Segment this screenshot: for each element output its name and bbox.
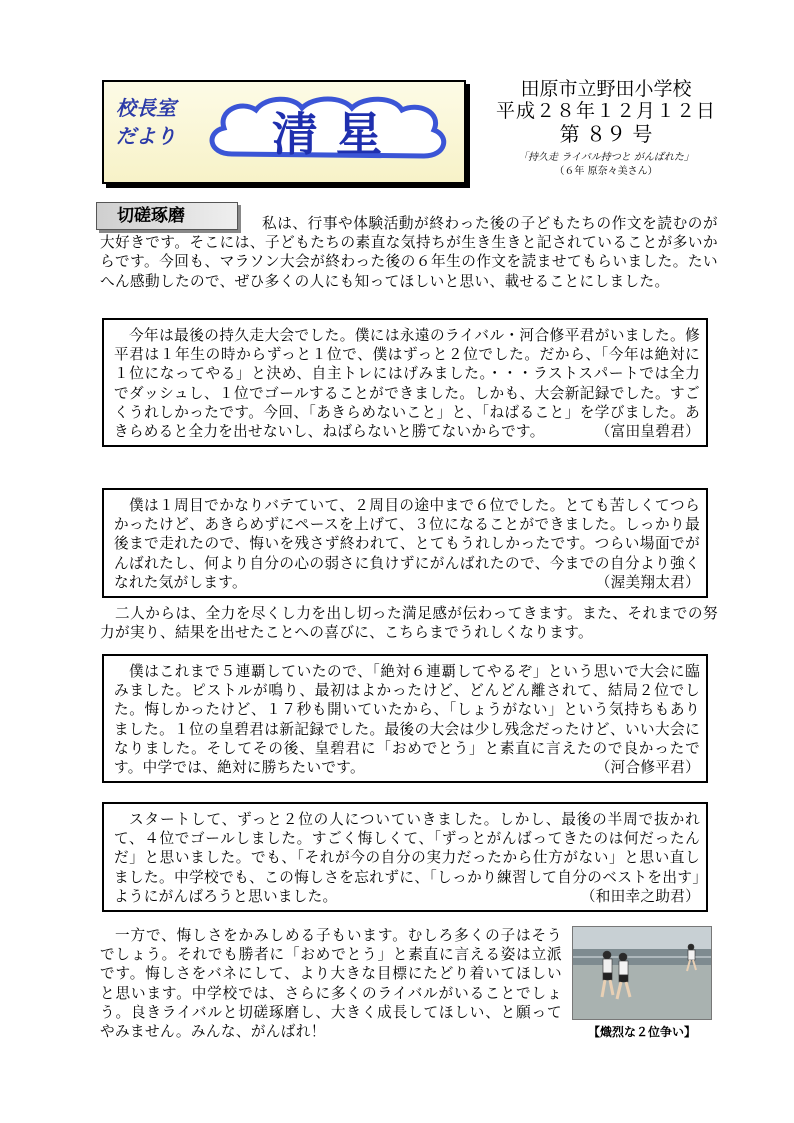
school-name: 田原市立野田小学校	[520, 78, 692, 100]
school-info	[486, 78, 726, 179]
masthead-banner	[102, 80, 466, 184]
intro-paragraph: 私は、行事や体験活動が終わった後の子どもたちの作文を読むのが大好きです。そこには、子どもたちの素直な気持ちが生き生きと記されていることが多いからです。今回も、マラソン大会が終わった後の６年生の作文を読ませてもらいました。たいへん感動したので、ぜひ多くの人にも知ってほしいと思い、載せることにしました。	[100, 215, 718, 290]
masthead-tag-line1: 校長室	[116, 96, 176, 120]
section-heading: 切磋琢磨	[96, 202, 238, 230]
essay-box	[102, 318, 708, 447]
essay-text: 僕はこれまで５連覇していたので、「絶対６連覇してやるぞ」という思いで大会に臨みました。ピストルが鳴り、最初はよかったけど、どんどん離されて、結局２位でした。悔しかったけど、１７秒も開いていたから、「しょうがない」という気持ちもありました。１位の皇碧君は新記録でした。最後の大会は少し残念だったけど、いい大会になりました。そしてその後、皇碧君に「おめでとう」と素直に言えたので良かったです。中学では、絶対に勝ちたいです。	[114, 663, 700, 777]
essay-box	[102, 488, 708, 598]
essay-box	[102, 802, 708, 912]
essay-text: 僕は１周目でかなりバテていて、２周目の途中まで６位でした。とても苦しくてつらかったけど、あきらめずにペースを上げて、３位になることができました。しっかり最後まで走れたので、悔いを残さず終われて、とてもうれしかったです。つらい場面でがんばれたし、何より自分の心の弱さに負けずにがんばれたので、今までの自分より強くなれた気がします。	[114, 497, 700, 591]
issue-date: 平成２８年１２月１２日	[495, 100, 716, 122]
race-photo	[572, 926, 712, 1020]
essay-box	[102, 654, 708, 783]
essay-text: 今年は最後の持久走大会でした。僕には永遠のライバル・河合修平君がいました。修平君は１年生の時からずっと１位で、僕はずっと２位でした。だから、「今年は絶対に１位になってやる」と決め、自主トレにはげみました。・・・ラストスパートでは全力でダッシュし、１位でゴールすることができました。しかも、大会新記録でした。すごくうれしかったです。今回、「あきらめないこと」と、「ねばること」を学びました。あきらめると全力を出せないし、ねばらないと勝てないからです。	[114, 327, 700, 441]
bridge-paragraph: 二人からは、全力を尽くし力を出し切った満足感が伝わってきます。また、それまでの努力が実り、結果を出せたことへの喜びに、こちらまでうれしくなります。	[100, 605, 718, 642]
essay-author: （河合修平君）	[595, 759, 700, 777]
closing-paragraph: 一方で、悔しさをかみしめる子もいます。むしろ多くの子はそうでしょう。それでも勝者に「おめでとう」と素直に言える姿は立派です。悔しさをバネにして、より大きな目標にたどり着いてほしいと思います。中学校では、さらに多くのライバルがいることでしょう。良きライバルと切磋琢磨し、大きく成長してほしい、と願ってやみません。みんな、がんばれ！	[100, 927, 562, 1041]
photo-caption: 【熾烈な２位争い】	[587, 1025, 696, 1039]
essay-author: （和田幸之助君）	[580, 887, 700, 905]
essay-author: （富田皇碧君）	[595, 423, 700, 441]
essay-author: （渥美翔太君）	[595, 573, 700, 591]
masthead-tag-line2: だより	[116, 124, 176, 148]
issue-number: 第 ８９ 号	[559, 122, 653, 146]
featured-quote: 「持久走 ライバル持つと がんばれた」	[518, 152, 694, 163]
masthead-tag	[116, 94, 178, 150]
quote-credit: （６年 原奈々美さん）	[554, 166, 658, 177]
essay-text: スタートして、ずっと２位の人についていきました。しかし、最後の半周で抜かれて、４位でゴールしました。すごく悔しくて、「ずっとがんばってきたのは何だったんだ」と思いました。でも、「それが今の自分の実力だったから仕方がない」と思い直しました。中学校でも、この悔しさを忘れずに、「しっかり練習して自分のベストを出す」ようにがんばろうと思いました。	[114, 811, 700, 905]
masthead-title: 清星	[272, 107, 400, 161]
